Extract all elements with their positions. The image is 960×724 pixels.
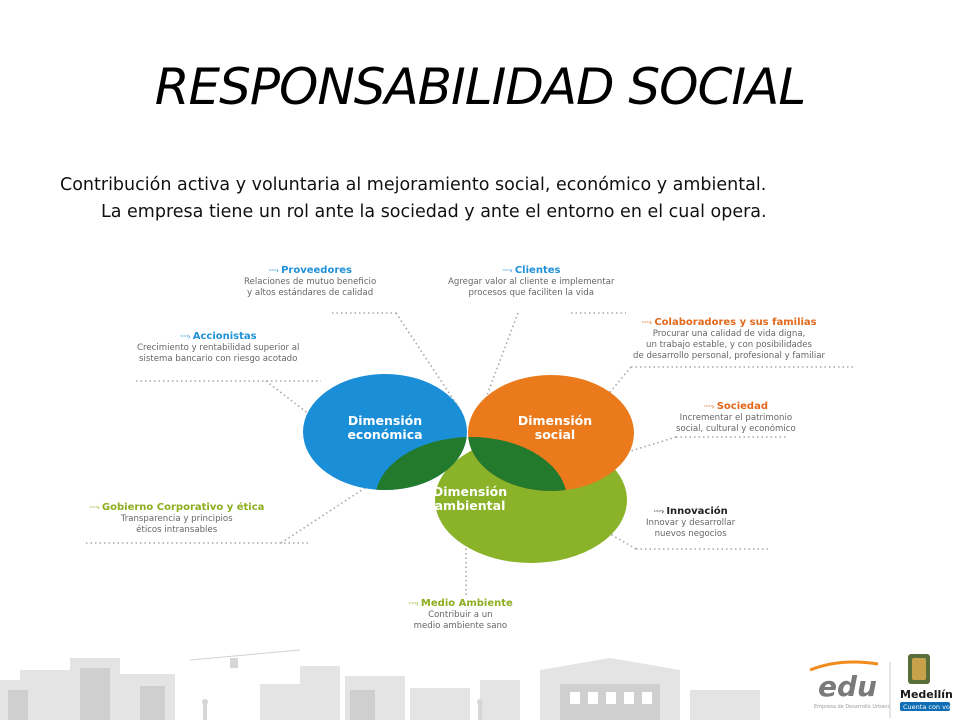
colaboradores-desc2: un trabajo estable, y con posibilidades — [646, 340, 813, 350]
accionistas-desc1: Crecimiento y rentabilidad superior al — [137, 343, 300, 353]
arrow-icon: ·····› — [268, 266, 279, 275]
stakeholder-innovacion — [646, 505, 735, 540]
accionistas-title: Accionistas — [192, 331, 257, 342]
sociedad-title: Sociedad — [716, 401, 768, 412]
medellin-tagline: Cuenta con vos — [903, 703, 954, 711]
colaboradores-desc1: Procurar una calidad de vida digna, — [652, 329, 806, 339]
innovacion-desc2: nuevos negocios — [654, 529, 727, 539]
city-skyline-illustration — [0, 640, 760, 720]
gobierno-desc2: éticos intransables — [136, 525, 218, 535]
subtitle-line1-start: Contribución activa y voluntaria al mejoramiento — [60, 175, 495, 195]
ambiental-line2: ambiental — [434, 498, 506, 513]
clientes-desc2: procesos que faciliten la vida — [468, 288, 594, 298]
subtitle-line1-emphasis: social, económico y ambiental — [495, 175, 761, 195]
stakeholder-gobierno — [89, 501, 264, 536]
gobierno-title: Gobierno Corporativo y ética — [101, 502, 265, 513]
social-line1: Dimensión — [517, 413, 593, 428]
clientes-desc1: Agregar valor al cliente e implementar — [448, 277, 615, 287]
label-dimension-ambiental — [410, 485, 530, 513]
edu-wordmark: edu — [818, 670, 877, 703]
medio-ambiente-title: Medio Ambiente — [420, 598, 513, 609]
venn-diagram — [86, 261, 858, 638]
proveedores-title: Proveedores — [281, 265, 353, 276]
slide-title: RESPONSABILIDAD SOCIAL — [154, 58, 806, 116]
social-line2: social — [534, 427, 576, 442]
stakeholder-accionistas — [137, 330, 299, 365]
economica-line2: económica — [347, 427, 423, 442]
sociedad-desc1: Incrementar el patrimonio — [679, 413, 793, 423]
economica-line1: Dimensión — [347, 413, 423, 428]
medio-ambiente-desc1: Contribuir a un — [428, 610, 493, 620]
stakeholder-clientes — [448, 264, 614, 299]
innovacion-title: Innovación — [666, 506, 728, 517]
medio-ambiente-desc2: medio ambiente sano — [413, 621, 508, 631]
label-dimension-economica — [325, 414, 445, 442]
sociedad-desc2: social, cultural y económico — [676, 424, 796, 434]
clientes-title: Clientes — [514, 265, 561, 276]
proveedores-desc2: y altos estándares de calidad — [247, 288, 374, 298]
colaboradores-title: Colaboradores y sus familias — [654, 317, 817, 328]
arrow-icon: ·····› — [501, 266, 512, 275]
stakeholder-medio-ambiente — [408, 597, 513, 632]
subtitle-line2: La empresa tiene un rol ante la sociedad y ante el entorno en el cual opera. — [101, 202, 767, 222]
gobierno-desc1: Transparencia y principios — [120, 514, 233, 524]
subtitle-line1-end: . — [760, 175, 767, 195]
arrow-icon: ·····› — [179, 332, 190, 341]
stakeholder-sociedad — [676, 400, 796, 435]
proveedores-desc1: Relaciones de mutuo beneficio — [244, 277, 377, 287]
stakeholder-colaboradores — [633, 316, 825, 362]
arrow-icon: ·····› — [653, 507, 664, 516]
edu-tagline: Empresa de Desarrollo Urbano — [814, 704, 891, 710]
stakeholder-proveedores — [244, 264, 376, 299]
arrow-icon: ·····› — [89, 503, 99, 512]
subtitle — [60, 172, 940, 226]
accionistas-desc2: sistema bancario con riesgo acotado — [139, 354, 298, 364]
arrow-icon: ·····› — [703, 402, 714, 411]
footer-logos — [800, 648, 960, 720]
colaboradores-desc3: de desarrollo personal, profesional y familiar — [633, 351, 826, 361]
arrow-icon: ·····› — [641, 318, 652, 327]
innovacion-desc1: Innovar y desarrollar — [646, 518, 736, 528]
arrow-icon: ·····› — [408, 599, 418, 608]
label-dimension-social — [495, 414, 615, 442]
ambiental-line1: Dimensión — [432, 484, 508, 499]
edu-logo — [800, 648, 960, 720]
medellin-wordmark: Medellín — [900, 688, 953, 701]
